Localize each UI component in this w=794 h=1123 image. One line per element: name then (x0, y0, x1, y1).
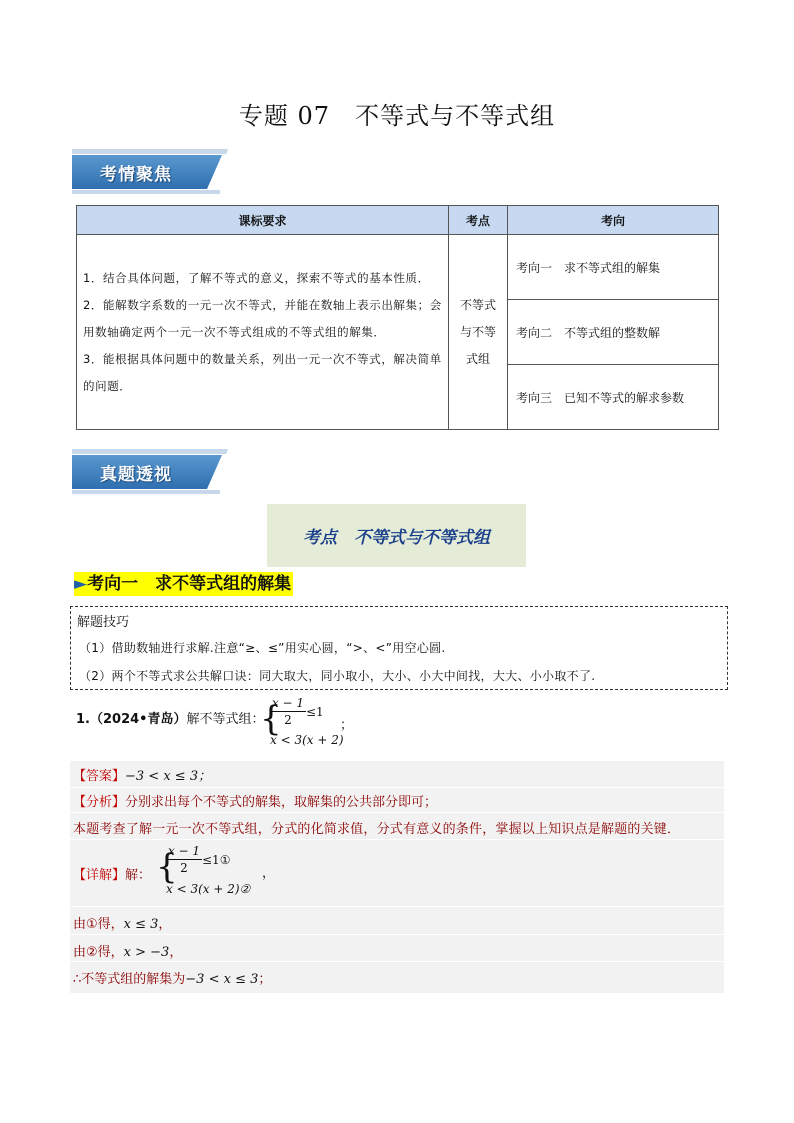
eq2: x < 3(x + 2) (270, 733, 344, 747)
direction-cell: 考向二 不等式组的整数解 (508, 300, 719, 365)
answer-value: −3 < x ≤ 3； (125, 769, 212, 784)
kaodian-cell: 不等式与不等式组 (449, 235, 508, 430)
standard-item: 2．能解数字系数的一元一次不等式，并能在数轴上表示出解集；会用数轴确定两个一元一次不等式组成的不等式组的解集． (83, 297, 442, 339)
step-math: x ≤ 3 (123, 917, 159, 932)
conclusion-math: −3 < x ≤ 3 (185, 972, 259, 987)
conclusion-row (73, 968, 271, 987)
brace-icon: { (260, 699, 282, 739)
step-end: ， (158, 917, 172, 932)
step-row (73, 941, 182, 960)
detail-prefix: 解： (125, 868, 152, 883)
detail-row (73, 864, 151, 883)
tips-title: 解题技巧 (77, 615, 130, 630)
banner-label: 真题透视 (100, 465, 172, 485)
eq1-rhs: ≤1 (306, 705, 324, 719)
fraction (166, 844, 202, 875)
standard-item: 3．能根据具体问题中的数量关系，列出一元一次不等式，解决简单的问题． (83, 351, 442, 393)
tip-item: （1）借助数轴进行求解.注意“≥、≤”用实心圆，“>、<”用空心圆. (79, 641, 446, 655)
requirements-table (76, 205, 719, 430)
denominator: 2 (284, 713, 292, 727)
direction-cell: 考向一 求不等式组的解集 (508, 235, 719, 300)
question-text: 解不等式组： (186, 712, 265, 727)
conclusion-text: ∴不等式组的解集为 (73, 972, 186, 987)
kaoxiang-heading (74, 572, 293, 596)
analysis-text-2: 本题考查了解一元一次不等式组，分式的化简求值，分式有意义的条件，掌握以上知识点是解题的关键． (73, 822, 681, 837)
topic-box (267, 504, 526, 567)
row-divider (70, 839, 724, 840)
step-row (73, 913, 171, 932)
row-divider (70, 934, 724, 935)
step-math: x > −3 (123, 945, 170, 960)
banner-stripe (72, 149, 228, 154)
fraction-bar (166, 859, 202, 860)
tip-item: （2）两个不等式求公共解口诀：同大取大，同小取小，大小、小大中间找，大大、小小取不了. (79, 669, 596, 683)
question-source: （2024•青岛） (89, 712, 187, 727)
detail-end: ， (262, 866, 276, 881)
analysis-row (73, 791, 437, 810)
banner-label: 考情聚焦 (100, 165, 172, 185)
question-end: ； (340, 718, 354, 733)
brace-icon: { (156, 847, 178, 887)
question-line (76, 708, 265, 727)
banner-stripe (72, 190, 220, 194)
header-standards: 课标要求 (77, 206, 449, 235)
direction-cell: 考向三 已知不等式的解求参数 (508, 365, 719, 430)
topic-label: 考点 不等式与不等式组 (303, 528, 490, 548)
section-banner-kaoqing (72, 149, 228, 195)
denominator: 2 (180, 861, 188, 875)
question-system (260, 696, 350, 750)
triangle-marker-icon: ► (74, 574, 88, 594)
row-divider (70, 812, 724, 813)
step-end: ， (169, 945, 183, 960)
header-kaoxiang: 考向 (508, 206, 719, 235)
detail-label: 【详解】 (73, 868, 126, 883)
fraction (270, 696, 306, 727)
banner-stripe (72, 449, 228, 454)
step-text: 由①得， (73, 917, 124, 932)
page-title: 专题 07 不等式与不等式组 (238, 102, 556, 130)
row-divider (70, 787, 724, 788)
table-header-row (77, 206, 719, 235)
standard-item: 1．结合具体问题，了解不等式的意义，探索不等式的基本性质． (83, 270, 430, 285)
detail-system (156, 842, 266, 902)
table-row (77, 235, 719, 300)
answer-row (73, 765, 211, 784)
banner-stripe (72, 490, 220, 494)
numerator: x − 1 (271, 696, 305, 710)
section-banner-zhenti (72, 449, 228, 495)
row-divider (70, 906, 724, 907)
fraction-bar (270, 711, 306, 712)
numerator: x − 1 (167, 844, 201, 858)
eq2: x < 3(x + 2)② (166, 882, 251, 896)
tips-box (70, 606, 728, 690)
header-kaodian: 考点 (449, 206, 508, 235)
step-text: 由②得， (73, 945, 124, 960)
standards-cell (77, 235, 449, 430)
kaoxiang-title: 考向一 求不等式组的解集 (87, 574, 292, 594)
analysis-label: 【分析】 (73, 795, 126, 810)
analysis-text: 分别求出每个不等式的解集，取解集的公共部分即可； (125, 795, 438, 810)
answer-label: 【答案】 (73, 769, 126, 784)
eq1-rhs: ≤1① (202, 853, 231, 867)
conclusion-end: ； (258, 972, 272, 987)
question-number: 1. (76, 712, 90, 727)
row-divider (70, 961, 724, 962)
